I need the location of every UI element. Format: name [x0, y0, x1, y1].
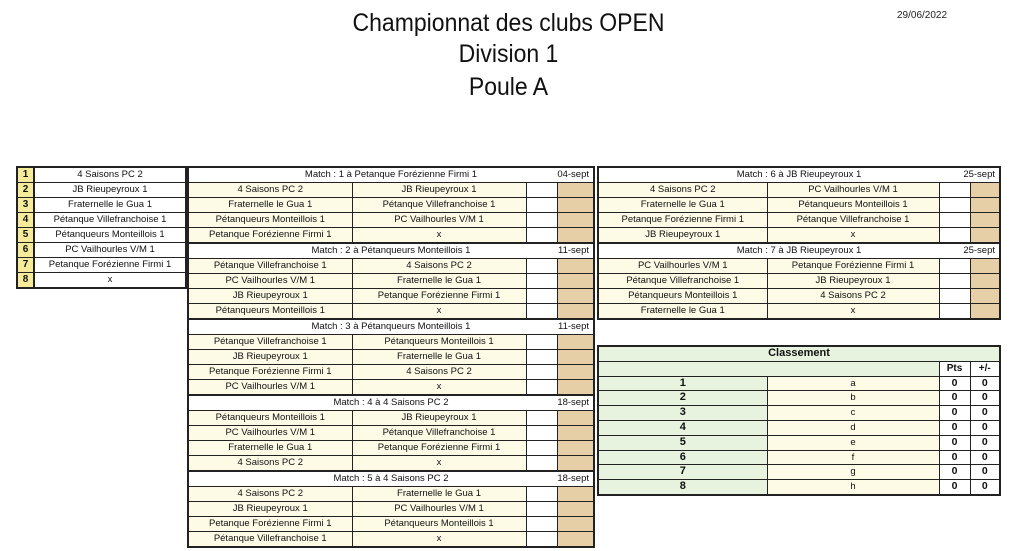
- home-team: 4 Saisons PC 2: [188, 183, 352, 198]
- away-team: Pétanque Villefranchoise 1: [767, 213, 939, 228]
- game-row: [188, 183, 594, 198]
- column-header-diff: +/-: [970, 361, 1000, 376]
- home-team: PC Vailhourles V/M 1: [188, 274, 352, 289]
- ranked-team: e: [767, 435, 939, 450]
- score-home-input[interactable]: [526, 517, 557, 532]
- score-home-input[interactable]: [526, 259, 557, 274]
- home-team: 4 Saisons PC 2: [188, 487, 352, 502]
- away-team: x: [352, 456, 526, 472]
- game-row: [188, 487, 594, 502]
- away-team: Fraternelle le Gua 1: [352, 487, 526, 502]
- match-header: [188, 243, 594, 259]
- team-name[interactable]: Pétanqueurs Monteillois 1: [34, 228, 186, 243]
- match-header: [598, 167, 1000, 183]
- score-away-input[interactable]: [557, 228, 594, 244]
- match-header: [188, 167, 594, 183]
- classement-subheader: [598, 361, 939, 376]
- away-team: x: [767, 304, 939, 320]
- matches-block-right: [597, 166, 1001, 320]
- away-team: 4 Saisons PC 2: [767, 289, 939, 304]
- away-team: Fraternelle le Gua 1: [352, 350, 526, 365]
- home-team: Pétanque Villefranchoise 1: [188, 259, 352, 274]
- away-team: Pétanque Villefranchoise 1: [352, 198, 526, 213]
- goal-diff: 0: [970, 376, 1000, 391]
- game-row: [188, 350, 594, 365]
- team-number: 2: [17, 183, 34, 198]
- game-row: [188, 411, 594, 426]
- home-team: Petanque Forézienne Firmi 1: [188, 517, 352, 532]
- score-away-input[interactable]: [557, 517, 594, 532]
- game-row: [598, 198, 1000, 213]
- classement-row: [598, 376, 1000, 391]
- home-team: PC Vailhourles V/M 1: [598, 259, 767, 274]
- team-number: 3: [17, 198, 34, 213]
- classement-row: [598, 450, 1000, 465]
- column-header-pts: Pts: [939, 361, 970, 376]
- game-row: [188, 304, 594, 320]
- team-row: [17, 228, 186, 243]
- score-home-input[interactable]: [526, 532, 557, 548]
- classement-row: [598, 435, 1000, 450]
- division-title: Division 1: [458, 40, 559, 68]
- match-date: 18-sept: [557, 397, 589, 408]
- score-away-input[interactable]: [557, 213, 594, 228]
- classement-title: Classement: [598, 346, 1000, 361]
- print-date: 29/06/2022: [897, 10, 948, 21]
- match-label: Match : 7 à JB Rieupeyroux 1: [736, 245, 862, 256]
- score-away-input[interactable]: [970, 274, 1000, 289]
- match-header-row: [188, 319, 594, 335]
- score-away-input[interactable]: [557, 456, 594, 472]
- away-team: Pétanqueurs Monteillois 1: [352, 517, 526, 532]
- game-row: [598, 289, 1000, 304]
- score-home-input[interactable]: [526, 213, 557, 228]
- rank: 3: [598, 406, 767, 421]
- rank: 1: [598, 376, 767, 391]
- rank: 7: [598, 465, 767, 480]
- match-label: Match : 5 à 4 Saisons PC 2: [333, 473, 449, 484]
- classement-table: [597, 345, 1001, 496]
- match-date: 25-sept: [963, 245, 995, 256]
- points: 0: [939, 480, 970, 495]
- points: 0: [939, 435, 970, 450]
- score-home-input[interactable]: [939, 274, 970, 289]
- page-title: Championnat des clubs OPEN: [352, 9, 665, 37]
- score-away-input[interactable]: [970, 213, 1000, 228]
- match-date: 11-sept: [558, 245, 589, 256]
- home-team: Pétanqueurs Monteillois 1: [188, 411, 352, 426]
- score-home-input[interactable]: [526, 502, 557, 517]
- score-home-input[interactable]: [526, 228, 557, 244]
- home-team: Fraternelle le Gua 1: [188, 198, 352, 213]
- points: 0: [939, 376, 970, 391]
- team-row: [17, 243, 186, 258]
- score-away-input[interactable]: [557, 365, 594, 380]
- score-away-input[interactable]: [557, 289, 594, 304]
- home-team: Petanque Forézienne Firmi 1: [188, 228, 352, 244]
- home-team: Petanque Forézienne Firmi 1: [598, 213, 767, 228]
- team-list: [16, 166, 187, 289]
- score-home-input[interactable]: [526, 289, 557, 304]
- classement-row: [598, 406, 1000, 421]
- points: 0: [939, 420, 970, 435]
- away-team: x: [352, 532, 526, 548]
- classement-row: [598, 420, 1000, 435]
- score-away-input[interactable]: [970, 183, 1000, 198]
- away-team: Petanque Forézienne Firmi 1: [352, 289, 526, 304]
- game-row: [188, 228, 594, 244]
- team-number: 1: [17, 167, 34, 183]
- score-home-input[interactable]: [526, 441, 557, 456]
- away-team: 4 Saisons PC 2: [352, 259, 526, 274]
- match-header-row: [598, 167, 1000, 183]
- score-home-input[interactable]: [939, 228, 970, 244]
- away-team: PC Vailhourles V/M 1: [352, 502, 526, 517]
- score-home-input[interactable]: [939, 289, 970, 304]
- goal-diff: 0: [970, 450, 1000, 465]
- home-team: Pétanqueurs Monteillois 1: [598, 289, 767, 304]
- team-number: 8: [17, 273, 34, 289]
- score-home-input[interactable]: [526, 426, 557, 441]
- rank: 6: [598, 450, 767, 465]
- home-team: 4 Saisons PC 2: [598, 183, 767, 198]
- away-team: JB Rieupeyroux 1: [352, 411, 526, 426]
- score-away-input[interactable]: [557, 335, 594, 350]
- goal-diff: 0: [970, 391, 1000, 406]
- game-row: [188, 365, 594, 380]
- match-date: 18-sept: [557, 473, 589, 484]
- score-away-input[interactable]: [557, 502, 594, 517]
- match-header-row: [188, 471, 594, 487]
- match-label: Match : 2 à Pétanqueurs Monteillois 1: [311, 245, 471, 256]
- match-label: Match : 6 à JB Rieupeyroux 1: [736, 169, 862, 180]
- away-team: JB Rieupeyroux 1: [767, 274, 939, 289]
- score-away-input[interactable]: [557, 259, 594, 274]
- score-away-input[interactable]: [557, 350, 594, 365]
- score-home-input[interactable]: [526, 365, 557, 380]
- away-team: Petanque Forézienne Firmi 1: [352, 441, 526, 456]
- home-team: Petanque Forézienne Firmi 1: [188, 365, 352, 380]
- match-header-row: [188, 243, 594, 259]
- rank: 2: [598, 391, 767, 406]
- team-number: 5: [17, 228, 34, 243]
- poule-title: Poule A: [468, 73, 549, 101]
- game-row: [188, 380, 594, 396]
- team-row: [17, 198, 186, 213]
- match-date: 11-sept: [558, 321, 589, 332]
- home-team: Pétanque Villefranchoise 1: [188, 532, 352, 548]
- score-home-input[interactable]: [526, 304, 557, 320]
- match-header: [598, 243, 1000, 259]
- team-name[interactable]: PC Vailhourles V/M 1: [34, 243, 186, 258]
- team-number: 6: [17, 243, 34, 258]
- score-home-input[interactable]: [939, 304, 970, 320]
- score-home-input[interactable]: [526, 274, 557, 289]
- match-header-row: [188, 395, 594, 411]
- score-away-input[interactable]: [557, 426, 594, 441]
- home-team: JB Rieupeyroux 1: [188, 289, 352, 304]
- game-row: [188, 517, 594, 532]
- game-row: [598, 213, 1000, 228]
- away-team: Petanque Forézienne Firmi 1: [767, 259, 939, 274]
- team-name[interactable]: 4 Saisons PC 2: [34, 167, 186, 183]
- game-row: [188, 426, 594, 441]
- score-home-input[interactable]: [526, 335, 557, 350]
- score-home-input[interactable]: [526, 183, 557, 198]
- home-team: Pétanqueurs Monteillois 1: [188, 213, 352, 228]
- score-home-input[interactable]: [526, 198, 557, 213]
- rank: 4: [598, 420, 767, 435]
- score-home-input[interactable]: [526, 380, 557, 396]
- home-team: Fraternelle le Gua 1: [598, 304, 767, 320]
- game-row: [598, 259, 1000, 274]
- goal-diff: 0: [970, 435, 1000, 450]
- match-header: [188, 395, 594, 411]
- game-row: [188, 289, 594, 304]
- rank: 8: [598, 480, 767, 495]
- game-row: [188, 274, 594, 289]
- home-team: Pétanqueurs Monteillois 1: [188, 304, 352, 320]
- score-home-input[interactable]: [526, 411, 557, 426]
- team-number: 7: [17, 258, 34, 273]
- team-name[interactable]: JB Rieupeyroux 1: [34, 183, 186, 198]
- score-away-input[interactable]: [557, 532, 594, 548]
- classement-row: [598, 480, 1000, 495]
- match-header-row: [598, 243, 1000, 259]
- home-team: PC Vailhourles V/M 1: [188, 380, 352, 396]
- game-row: [188, 213, 594, 228]
- score-away-input[interactable]: [970, 304, 1000, 320]
- score-away-input[interactable]: [970, 228, 1000, 244]
- score-away-input[interactable]: [557, 487, 594, 502]
- match-label: Match : 1 à Petanque Forézienne Firmi 1: [304, 169, 478, 180]
- goal-diff: 0: [970, 465, 1000, 480]
- away-team: PC Vailhourles V/M 1: [767, 183, 939, 198]
- score-home-input[interactable]: [526, 456, 557, 472]
- game-row: [188, 441, 594, 456]
- score-away-input[interactable]: [557, 380, 594, 396]
- away-team: Fraternelle le Gua 1: [352, 274, 526, 289]
- team-row: [17, 183, 186, 198]
- classement-row: [598, 391, 1000, 406]
- home-team: 4 Saisons PC 2: [188, 456, 352, 472]
- team-row: [17, 273, 186, 289]
- home-team: JB Rieupeyroux 1: [598, 228, 767, 244]
- away-team: 4 Saisons PC 2: [352, 365, 526, 380]
- game-row: [188, 335, 594, 350]
- away-team: x: [352, 228, 526, 244]
- ranked-team: a: [767, 376, 939, 391]
- goal-diff: 0: [970, 420, 1000, 435]
- team-name[interactable]: Fraternelle le Gua 1: [34, 198, 186, 213]
- away-team: Pétanque Villefranchoise 1: [352, 426, 526, 441]
- score-home-input[interactable]: [939, 213, 970, 228]
- home-team: Fraternelle le Gua 1: [188, 441, 352, 456]
- score-away-input[interactable]: [557, 441, 594, 456]
- team-name[interactable]: x: [34, 273, 186, 289]
- rank: 5: [598, 435, 767, 450]
- match-date: 04-sept: [557, 169, 589, 180]
- ranked-team: c: [767, 406, 939, 421]
- score-away-input[interactable]: [557, 411, 594, 426]
- score-home-input[interactable]: [939, 183, 970, 198]
- score-away-input[interactable]: [557, 198, 594, 213]
- points: 0: [939, 406, 970, 421]
- away-team: x: [767, 228, 939, 244]
- game-row: [598, 274, 1000, 289]
- game-row: [598, 228, 1000, 244]
- points: 0: [939, 391, 970, 406]
- team-row: [17, 167, 186, 183]
- team-row: [17, 258, 186, 273]
- score-away-input[interactable]: [557, 183, 594, 198]
- team-number: 4: [17, 213, 34, 228]
- away-team: x: [352, 380, 526, 396]
- home-team: Pétanque Villefranchoise 1: [188, 335, 352, 350]
- goal-diff: 0: [970, 406, 1000, 421]
- match-label: Match : 4 à 4 Saisons PC 2: [333, 397, 449, 408]
- score-away-input[interactable]: [557, 304, 594, 320]
- score-away-input[interactable]: [970, 259, 1000, 274]
- away-team: Pétanqueurs Monteillois 1: [767, 198, 939, 213]
- away-team: PC Vailhourles V/M 1: [352, 213, 526, 228]
- home-team: JB Rieupeyroux 1: [188, 350, 352, 365]
- game-row: [188, 502, 594, 517]
- goal-diff: 0: [970, 480, 1000, 495]
- match-header-row: [188, 167, 594, 183]
- game-row: [188, 456, 594, 472]
- ranked-team: d: [767, 420, 939, 435]
- ranked-team: f: [767, 450, 939, 465]
- points: 0: [939, 465, 970, 480]
- points: 0: [939, 450, 970, 465]
- home-team: Pétanque Villefranchoise 1: [598, 274, 767, 289]
- match-date: 25-sept: [963, 169, 995, 180]
- away-team: Pétanqueurs Monteillois 1: [352, 335, 526, 350]
- home-team: PC Vailhourles V/M 1: [188, 426, 352, 441]
- home-team: Fraternelle le Gua 1: [598, 198, 767, 213]
- away-team: x: [352, 304, 526, 320]
- classement-row: [598, 465, 1000, 480]
- score-away-input[interactable]: [970, 198, 1000, 213]
- match-header: [188, 319, 594, 335]
- ranked-team: h: [767, 480, 939, 495]
- matches-block-left: [187, 166, 595, 548]
- score-home-input[interactable]: [939, 259, 970, 274]
- score-home-input[interactable]: [939, 198, 970, 213]
- away-team: JB Rieupeyroux 1: [352, 183, 526, 198]
- home-team: JB Rieupeyroux 1: [188, 502, 352, 517]
- ranked-team: g: [767, 465, 939, 480]
- game-row: [188, 532, 594, 548]
- match-label: Match : 3 à Pétanqueurs Monteillois 1: [311, 321, 471, 332]
- score-home-input[interactable]: [526, 350, 557, 365]
- game-row: [598, 304, 1000, 320]
- game-row: [598, 183, 1000, 198]
- game-row: [188, 198, 594, 213]
- team-row: [17, 213, 186, 228]
- team-name[interactable]: Petanque Forézienne Firmi 1: [34, 258, 186, 273]
- score-home-input[interactable]: [526, 487, 557, 502]
- score-away-input[interactable]: [970, 289, 1000, 304]
- score-away-input[interactable]: [557, 274, 594, 289]
- ranked-team: b: [767, 391, 939, 406]
- match-header: [188, 471, 594, 487]
- team-name[interactable]: Pétanque Villefranchoise 1: [34, 213, 186, 228]
- game-row: [188, 259, 594, 274]
